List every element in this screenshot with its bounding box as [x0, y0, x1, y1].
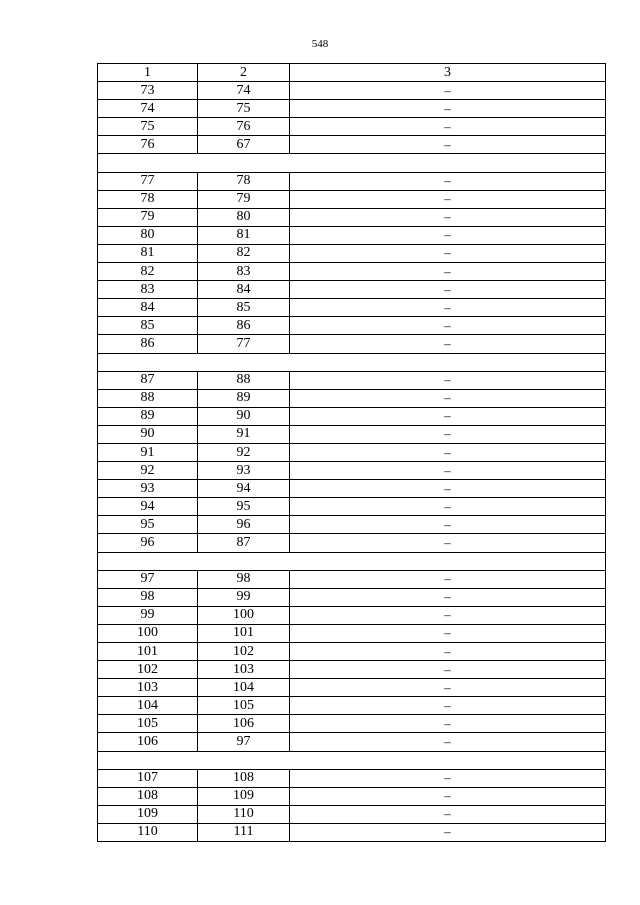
- cell-col-2: 106: [198, 715, 290, 733]
- cell-col-3: –: [290, 226, 606, 244]
- cell-col-2: 80: [198, 208, 290, 226]
- table-row: [98, 208, 606, 226]
- group-separator-row: [98, 353, 606, 371]
- cell-col-1: 73: [98, 82, 198, 100]
- cell-col-3: –: [290, 82, 606, 100]
- cell-col-1: 106: [98, 733, 198, 751]
- cell-col-1: 96: [98, 534, 198, 552]
- cell-col-2: 102: [198, 643, 290, 661]
- table-row: [98, 371, 606, 389]
- cell-col-2: 78: [198, 172, 290, 190]
- table-row: [98, 516, 606, 534]
- table-row: [98, 697, 606, 715]
- cell-col-2: 109: [198, 787, 290, 805]
- cell-col-3: –: [290, 516, 606, 534]
- cell-col-1: 110: [98, 823, 198, 841]
- table-row: [98, 606, 606, 624]
- cell-col-1: 104: [98, 697, 198, 715]
- cell-col-1: 92: [98, 462, 198, 480]
- cell-col-2: 110: [198, 805, 290, 823]
- table-row: [98, 769, 606, 787]
- cell-col-2: 97: [198, 733, 290, 751]
- cell-col-2: 82: [198, 244, 290, 262]
- cell-col-3: –: [290, 805, 606, 823]
- separator-cell: [98, 552, 606, 570]
- column-header-1: 1: [98, 64, 198, 82]
- table-row: [98, 805, 606, 823]
- cell-col-1: 84: [98, 299, 198, 317]
- table-row: [98, 679, 606, 697]
- table-row: [98, 480, 606, 498]
- table-row: [98, 425, 606, 443]
- table-row: [98, 118, 606, 136]
- cell-col-3: –: [290, 733, 606, 751]
- cell-col-1: 105: [98, 715, 198, 733]
- cell-col-1: 97: [98, 570, 198, 588]
- cell-col-2: 99: [198, 588, 290, 606]
- cell-col-1: 109: [98, 805, 198, 823]
- cell-col-2: 67: [198, 136, 290, 154]
- group-separator-row: [98, 552, 606, 570]
- cell-col-2: 77: [198, 335, 290, 353]
- table-row: [98, 570, 606, 588]
- table-row: [98, 462, 606, 480]
- cell-col-3: –: [290, 190, 606, 208]
- cell-col-3: –: [290, 208, 606, 226]
- cell-col-1: 76: [98, 136, 198, 154]
- cell-col-3: –: [290, 697, 606, 715]
- table-row: [98, 588, 606, 606]
- table-row: [98, 263, 606, 281]
- cell-col-2: 108: [198, 769, 290, 787]
- cell-col-1: 103: [98, 679, 198, 697]
- cell-col-1: 79: [98, 208, 198, 226]
- cell-col-2: 93: [198, 462, 290, 480]
- data-table: [97, 63, 606, 842]
- cell-col-3: –: [290, 443, 606, 461]
- cell-col-2: 81: [198, 226, 290, 244]
- table-row: [98, 787, 606, 805]
- cell-col-1: 93: [98, 480, 198, 498]
- cell-col-2: 90: [198, 407, 290, 425]
- cell-col-3: –: [290, 480, 606, 498]
- cell-col-3: –: [290, 570, 606, 588]
- cell-col-1: 95: [98, 516, 198, 534]
- table-row: [98, 335, 606, 353]
- cell-col-2: 111: [198, 823, 290, 841]
- cell-col-3: –: [290, 715, 606, 733]
- cell-col-1: 82: [98, 263, 198, 281]
- table-row: [98, 498, 606, 516]
- table-row: [98, 534, 606, 552]
- cell-col-2: 91: [198, 425, 290, 443]
- cell-col-3: –: [290, 823, 606, 841]
- cell-col-2: 75: [198, 100, 290, 118]
- group-separator-row: [98, 154, 606, 172]
- cell-col-1: 90: [98, 425, 198, 443]
- table-row: [98, 407, 606, 425]
- cell-col-3: –: [290, 407, 606, 425]
- cell-col-2: 103: [198, 661, 290, 679]
- cell-col-1: 86: [98, 335, 198, 353]
- cell-col-2: 98: [198, 570, 290, 588]
- cell-col-3: –: [290, 679, 606, 697]
- cell-col-2: 84: [198, 281, 290, 299]
- cell-col-2: 74: [198, 82, 290, 100]
- cell-col-3: –: [290, 244, 606, 262]
- table-row: [98, 172, 606, 190]
- cell-col-1: 89: [98, 407, 198, 425]
- cell-col-1: 102: [98, 661, 198, 679]
- cell-col-1: 80: [98, 226, 198, 244]
- cell-col-1: 88: [98, 389, 198, 407]
- cell-col-3: –: [290, 498, 606, 516]
- cell-col-1: 108: [98, 787, 198, 805]
- cell-col-3: –: [290, 534, 606, 552]
- table-row: [98, 317, 606, 335]
- cell-col-1: 101: [98, 643, 198, 661]
- cell-col-3: –: [290, 371, 606, 389]
- cell-col-3: –: [290, 118, 606, 136]
- cell-col-3: –: [290, 100, 606, 118]
- cell-col-3: –: [290, 787, 606, 805]
- table-row: [98, 299, 606, 317]
- cell-col-1: 87: [98, 371, 198, 389]
- cell-col-3: –: [290, 389, 606, 407]
- cell-col-1: 100: [98, 624, 198, 642]
- table-row: [98, 643, 606, 661]
- cell-col-3: –: [290, 299, 606, 317]
- column-header-3: 3: [290, 64, 606, 82]
- cell-col-1: 94: [98, 498, 198, 516]
- table-row: [98, 281, 606, 299]
- cell-col-3: –: [290, 643, 606, 661]
- cell-col-3: –: [290, 263, 606, 281]
- table-row: [98, 136, 606, 154]
- cell-col-3: –: [290, 588, 606, 606]
- cell-col-2: 95: [198, 498, 290, 516]
- table-row: [98, 715, 606, 733]
- cell-col-1: 107: [98, 769, 198, 787]
- separator-cell: [98, 353, 606, 371]
- cell-col-2: 76: [198, 118, 290, 136]
- cell-col-3: –: [290, 769, 606, 787]
- cell-col-2: 88: [198, 371, 290, 389]
- cell-col-1: 74: [98, 100, 198, 118]
- separator-cell: [98, 154, 606, 172]
- cell-col-2: 104: [198, 679, 290, 697]
- data-table-container: [97, 63, 606, 842]
- cell-col-3: –: [290, 335, 606, 353]
- cell-col-2: 86: [198, 317, 290, 335]
- cell-col-1: 77: [98, 172, 198, 190]
- table-row: [98, 100, 606, 118]
- cell-col-2: 101: [198, 624, 290, 642]
- cell-col-2: 83: [198, 263, 290, 281]
- cell-col-1: 81: [98, 244, 198, 262]
- table-row: [98, 82, 606, 100]
- group-separator-row: [98, 751, 606, 769]
- cell-col-1: 98: [98, 588, 198, 606]
- cell-col-1: 78: [98, 190, 198, 208]
- table-row: [98, 443, 606, 461]
- table-body: [98, 82, 606, 842]
- table-row: [98, 190, 606, 208]
- cell-col-2: 89: [198, 389, 290, 407]
- table-row: [98, 624, 606, 642]
- cell-col-3: –: [290, 425, 606, 443]
- cell-col-3: –: [290, 281, 606, 299]
- cell-col-3: –: [290, 172, 606, 190]
- cell-col-3: –: [290, 462, 606, 480]
- table-row: [98, 244, 606, 262]
- cell-col-2: 92: [198, 443, 290, 461]
- cell-col-1: 85: [98, 317, 198, 335]
- table-row: [98, 226, 606, 244]
- cell-col-2: 100: [198, 606, 290, 624]
- table-row: [98, 389, 606, 407]
- cell-col-2: 96: [198, 516, 290, 534]
- column-header-2: 2: [198, 64, 290, 82]
- cell-col-1: 91: [98, 443, 198, 461]
- cell-col-2: 94: [198, 480, 290, 498]
- cell-col-3: –: [290, 606, 606, 624]
- table-row: [98, 823, 606, 841]
- cell-col-1: 99: [98, 606, 198, 624]
- cell-col-2: 105: [198, 697, 290, 715]
- cell-col-1: 75: [98, 118, 198, 136]
- cell-col-1: 83: [98, 281, 198, 299]
- cell-col-3: –: [290, 317, 606, 335]
- cell-col-3: –: [290, 661, 606, 679]
- cell-col-3: –: [290, 136, 606, 154]
- table-row: [98, 733, 606, 751]
- separator-cell: [98, 751, 606, 769]
- cell-col-2: 87: [198, 534, 290, 552]
- page-number: 548: [311, 38, 329, 50]
- header-row: [98, 64, 606, 82]
- cell-col-2: 85: [198, 299, 290, 317]
- table-row: [98, 661, 606, 679]
- cell-col-2: 79: [198, 190, 290, 208]
- cell-col-3: –: [290, 624, 606, 642]
